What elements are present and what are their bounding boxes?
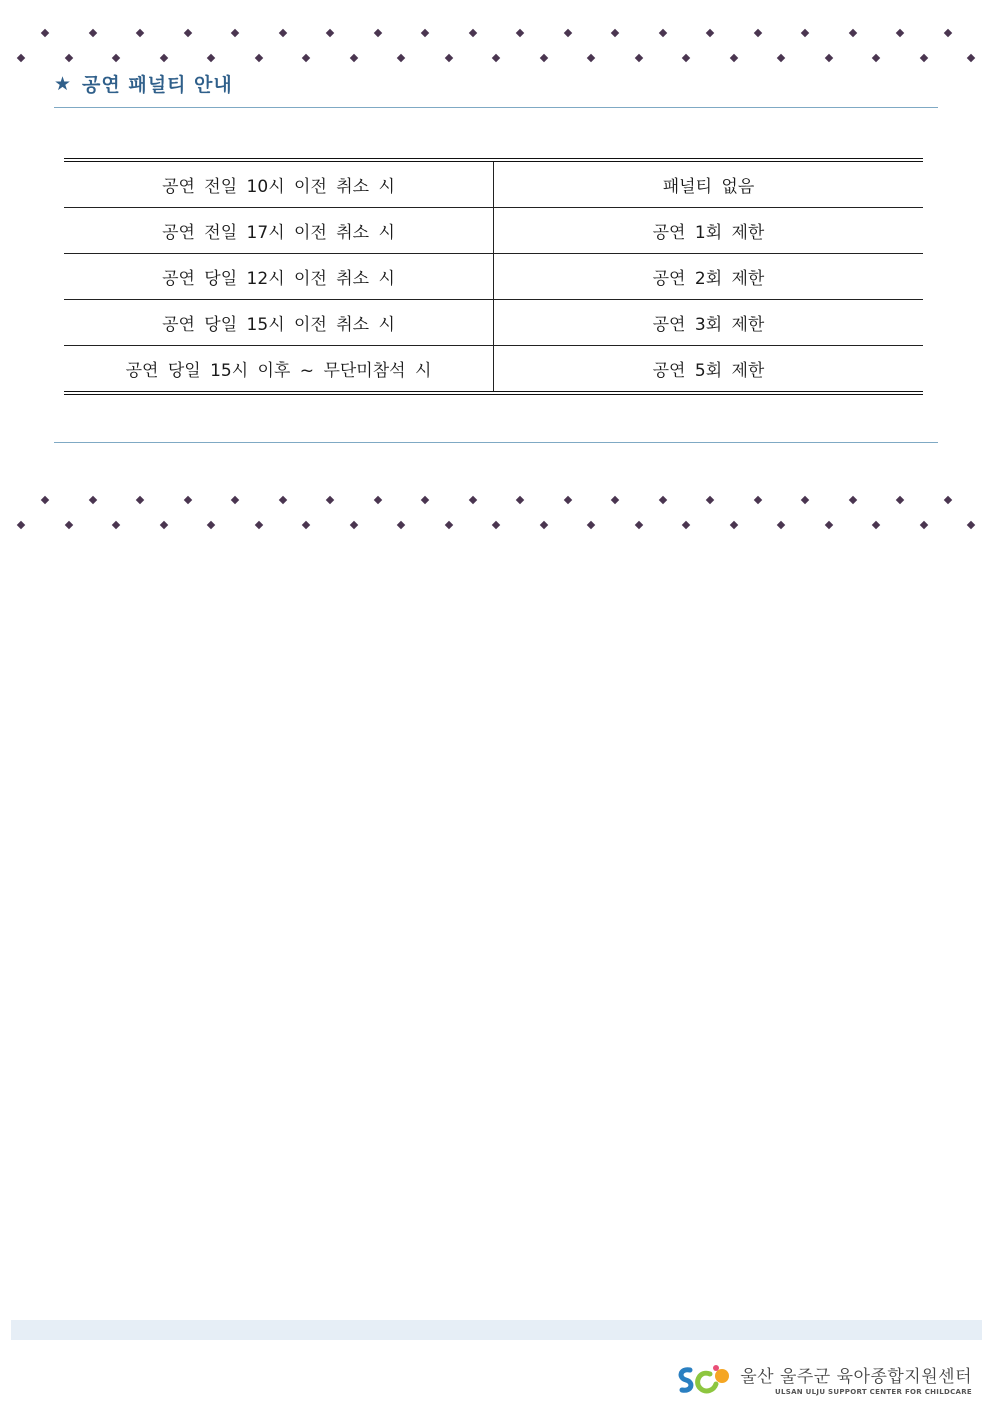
diamond-dot (207, 521, 215, 529)
penalty-cell: 패널티 없음 (494, 160, 924, 208)
diamond-dot (231, 29, 239, 37)
diamond-dot (326, 496, 334, 504)
table-row (64, 160, 923, 208)
diamond-dot (88, 29, 96, 37)
condition-cell: 공연 당일 12시 이전 취소 시 (64, 254, 494, 300)
diamond-dot (872, 521, 880, 529)
diamond-dot (658, 29, 666, 37)
diamond-dot (516, 29, 524, 37)
diamond-dot (539, 54, 547, 62)
diamond-dot (17, 54, 25, 62)
org-logo (676, 1360, 972, 1398)
diamond-dot (349, 54, 357, 62)
diamond-dot (444, 521, 452, 529)
diamond-dot (349, 521, 357, 529)
star-icon: ★ (54, 72, 73, 95)
diamond-dot (587, 54, 595, 62)
table-row (64, 254, 923, 300)
diamond-dot (444, 54, 452, 62)
diamond-dot (801, 29, 809, 37)
footer-band (11, 1320, 982, 1340)
section-heading (54, 70, 233, 97)
diamond-dot (492, 521, 500, 529)
org-name: 울산 울주군 육아종합지원센터 (740, 1367, 972, 1387)
table-row (64, 346, 923, 394)
diamond-dot (492, 54, 500, 62)
diamond-dot (896, 29, 904, 37)
diamond-dot (848, 496, 856, 504)
condition-cell: 공연 전일 10시 이전 취소 시 (64, 160, 494, 208)
diamond-dot (278, 29, 286, 37)
diamond-dot (468, 496, 476, 504)
diamond-dot (183, 496, 191, 504)
diamond-dot (563, 496, 571, 504)
diamond-dot (753, 29, 761, 37)
diamond-dot (611, 496, 619, 504)
diamond-dot (88, 496, 96, 504)
dot-row (0, 52, 992, 64)
divider (54, 107, 938, 108)
diamond-dot (468, 29, 476, 37)
penalty-cell: 공연 1회 제한 (494, 208, 924, 254)
diamond-dot (373, 496, 381, 504)
diamond-dot (112, 54, 120, 62)
table-row (64, 208, 923, 254)
diamond-dot (231, 496, 239, 504)
diamond-dot (326, 29, 334, 37)
diamond-dot (64, 54, 72, 62)
diamond-dot (302, 521, 310, 529)
diamond-dot (278, 496, 286, 504)
diamond-dot (848, 29, 856, 37)
diamond-dot (254, 54, 262, 62)
diamond-dot (824, 521, 832, 529)
condition-cell: 공연 당일 15시 이전 취소 시 (64, 300, 494, 346)
diamond-dot (373, 29, 381, 37)
diamond-dot (254, 521, 262, 529)
diamond-dot (872, 54, 880, 62)
diamond-dot (634, 54, 642, 62)
diamond-dot (41, 29, 49, 37)
diamond-dot (634, 521, 642, 529)
diamond-dot (682, 54, 690, 62)
diamond-dot (919, 54, 927, 62)
diamond-dot (17, 521, 25, 529)
diamond-dot (611, 29, 619, 37)
diamond-dot (159, 54, 167, 62)
diamond-dot (41, 496, 49, 504)
diamond-dot (967, 54, 975, 62)
diamond-dot (64, 521, 72, 529)
condition-cell: 공연 당일 15시 이후 ~ 무단미참석 시 (64, 346, 494, 394)
diamond-dot (706, 496, 714, 504)
diamond-dot (777, 54, 785, 62)
section-title: 공연 패널티 안내 (82, 74, 233, 96)
diamond-dot (777, 521, 785, 529)
penalty-cell: 공연 5회 제한 (494, 346, 924, 394)
org-name-en: ULSAN ULJU SUPPORT CENTER FOR CHILDCARE (774, 1388, 972, 1396)
diamond-dot (397, 521, 405, 529)
divider (54, 442, 938, 443)
dot-row (0, 494, 992, 506)
diamond-dot (183, 29, 191, 37)
diamond-dot (943, 496, 951, 504)
diamond-dot (706, 29, 714, 37)
diamond-dot (421, 29, 429, 37)
diamond-dot (587, 521, 595, 529)
diamond-dot (563, 29, 571, 37)
diamond-dot (516, 496, 524, 504)
diamond-dot (801, 496, 809, 504)
diamond-dot (943, 29, 951, 37)
diamond-dot (302, 54, 310, 62)
diamond-dot (896, 496, 904, 504)
diamond-dot (824, 54, 832, 62)
diamond-dot (421, 496, 429, 504)
diamond-dot (112, 521, 120, 529)
diamond-dot (397, 54, 405, 62)
penalty-table (64, 158, 923, 395)
diamond-dot (136, 29, 144, 37)
diamond-dot (682, 521, 690, 529)
logo-icon (676, 1360, 732, 1398)
diamond-dot (207, 54, 215, 62)
diamond-dot (539, 521, 547, 529)
penalty-cell: 공연 3회 제한 (494, 300, 924, 346)
diamond-dot (159, 521, 167, 529)
diamond-dot (729, 521, 737, 529)
dot-row (0, 519, 992, 531)
diamond-dot (753, 496, 761, 504)
diamond-dot (658, 496, 666, 504)
table-row (64, 300, 923, 346)
diamond-dot (136, 496, 144, 504)
condition-cell: 공연 전일 17시 이전 취소 시 (64, 208, 494, 254)
diamond-dot (919, 521, 927, 529)
penalty-cell: 공연 2회 제한 (494, 254, 924, 300)
dot-row (0, 27, 992, 39)
diamond-dot (729, 54, 737, 62)
diamond-dot (967, 521, 975, 529)
